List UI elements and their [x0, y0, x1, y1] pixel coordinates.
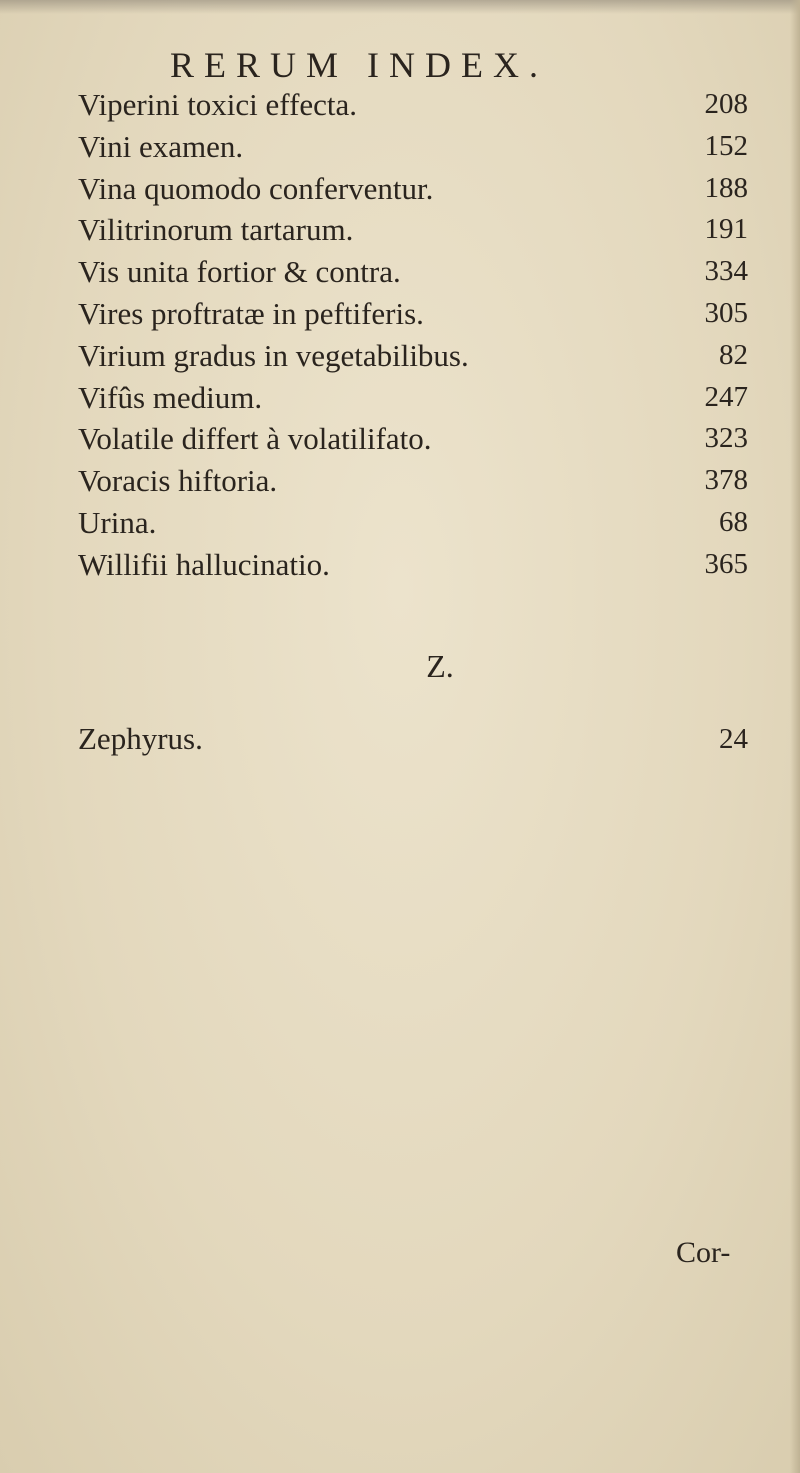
entry-term: Volatile differt à volatilifato.	[78, 421, 432, 457]
index-entry	[78, 293, 748, 335]
index-entry	[78, 460, 748, 502]
entry-term: Vires proftratæ in peftiferis.	[78, 295, 424, 331]
index-entries	[78, 84, 748, 586]
section-letter: Z.	[426, 648, 454, 684]
page-header: RERUM INDEX.	[170, 45, 548, 85]
entry-term: Vini examen.	[78, 128, 244, 164]
entry-page: 334	[704, 255, 748, 288]
index-entry	[78, 209, 748, 251]
page-top-shadow	[0, 0, 800, 14]
entry-page: 305	[704, 296, 748, 329]
entry-page: 208	[704, 88, 748, 120]
entry-page: 365	[704, 547, 748, 580]
entry-page: 152	[704, 129, 748, 162]
index-entry	[78, 502, 748, 544]
entry-term: Vifûs medium.	[78, 379, 263, 415]
entry-term: Zephyrus.	[78, 721, 203, 756]
index-entry	[78, 168, 748, 210]
index-entry	[78, 251, 748, 293]
entry-term: Vilitrinorum tartarum.	[78, 212, 354, 248]
entry-term: Willifii hallucinatio.	[78, 546, 330, 582]
index-entry	[78, 84, 748, 126]
index-entry	[78, 126, 748, 168]
entry-term: Vina quomodo conferventur.	[78, 170, 434, 206]
page-edge	[790, 0, 800, 1473]
entry-page: 378	[704, 464, 748, 497]
index-entry	[78, 718, 748, 760]
index-entry	[78, 544, 748, 586]
entry-page: 247	[704, 380, 748, 413]
entry-page: 323	[704, 422, 748, 455]
entry-page: 68	[719, 505, 748, 538]
entry-term: Vis unita fortior & contra.	[78, 254, 401, 290]
entry-term: Voracis hiftoria.	[78, 463, 278, 499]
catchword: Cor-	[676, 1236, 731, 1269]
entry-term: Viperini toxici effecta.	[78, 87, 358, 122]
index-entry	[78, 377, 748, 419]
entry-page: 82	[719, 338, 748, 371]
entry-term: Virium gradus in vegetabilibus.	[78, 337, 469, 373]
entry-page: 188	[704, 171, 748, 204]
entry-page: 191	[704, 213, 748, 246]
index-entry	[78, 418, 748, 460]
entry-page: 24	[719, 723, 748, 755]
entry-term: Urina.	[78, 504, 157, 540]
index-entry	[78, 335, 748, 377]
